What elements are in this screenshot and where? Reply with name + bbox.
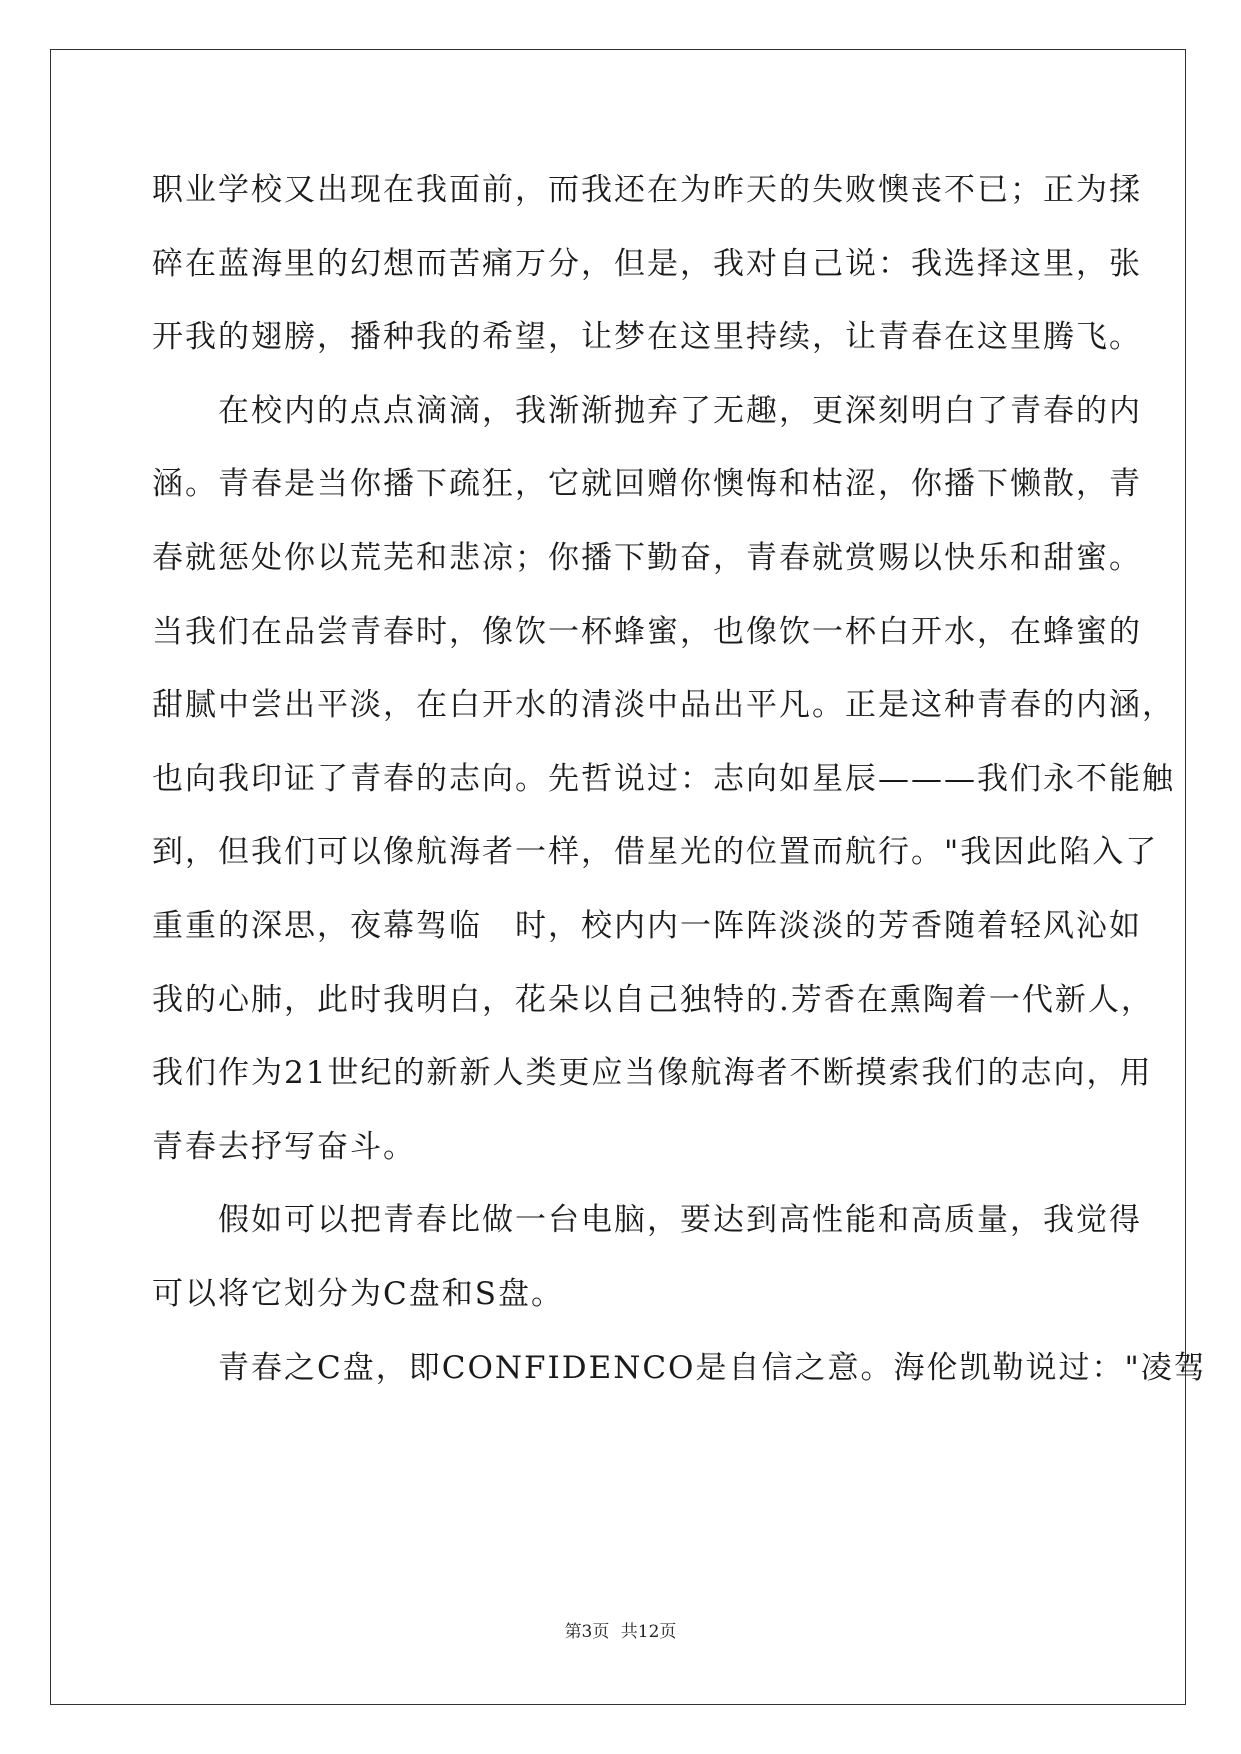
text-line: 也向我印证了青春的志向。先哲说过：志向如星辰———我们永不能触 [152, 760, 1175, 797]
text-line: 涵。青春是当你播下疏狂，它就回赠你懊悔和枯涩，你播下懒散，青 [152, 466, 1142, 503]
text-line: 职业学校又出现在我面前，而我还在为昨天的失败懊丧不已；正为揉 [152, 172, 1142, 208]
text-line: 我们作为21世纪的新新人类更应当像航海者不断摸索我们的志向，用 [152, 1055, 1153, 1092]
page-total: 共12页 [620, 1622, 677, 1642]
text-line: 碎在蓝海里的幻想而苦痛万分，但是，我对自己说：我选择这里，张 [152, 245, 1142, 282]
text-line: 当我们在品尝青春时，像饮一杯蜂蜜，也像饮一杯白开水，在蜂蜜的 [152, 613, 1142, 650]
text-line: 春就惩处你以荒芜和悲凉；你播下勤奋，青春就赏赐以快乐和甜蜜。 [152, 539, 1142, 576]
text-line: 青春去抒写奋斗。 [152, 1128, 416, 1165]
page-footer [0, 1617, 1241, 1642]
text-line: 假如可以把青春比做一台电脑，要达到高性能和高质量，我觉得 [152, 1202, 1142, 1239]
document-body [152, 160, 1207, 1411]
text-line: 到，但我们可以像航海者一样，借星光的位置而航行。"我因此陷入了 [152, 834, 1159, 871]
text-line: 甜腻中尝出平淡，在白开水的清淡中品出平凡。正是这种青春的内涵， [152, 687, 1175, 724]
page-number: 第3页 [564, 1622, 610, 1642]
text-line: 青春之C盘，即CONFIDENCO是自信之意。海伦凯勒说过："凌驾 [152, 1349, 1207, 1386]
text-line: 我的心肺，此时我明白，花朵以自己独特的.芳香在熏陶着一代新人， [152, 981, 1154, 1018]
text-line: 在校内的点点滴滴，我渐渐抛弃了无趣，更深刻明白了青春的内 [152, 392, 1142, 429]
text-line: 重重的深思，夜幕驾临 时，校内内一阵阵淡淡的芳香随着轻风沁如 [152, 907, 1142, 944]
text-line: 开我的翅膀，播种我的希望，让梦在这里持续，让青春在这里腾飞。 [152, 319, 1142, 356]
text-line: 可以将它划分为C盘和S盘。 [152, 1275, 564, 1312]
